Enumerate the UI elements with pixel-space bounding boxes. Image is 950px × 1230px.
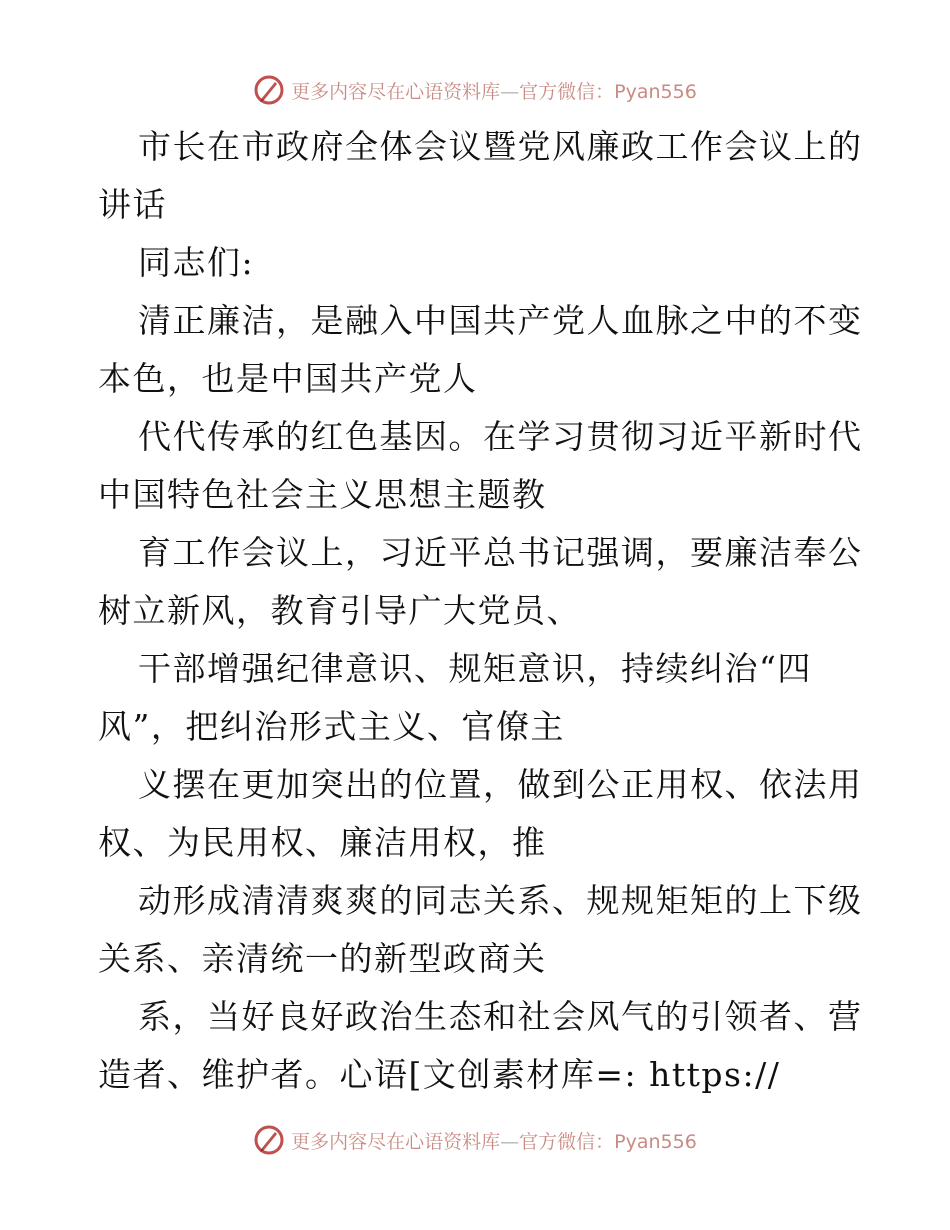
document-body	[98, 118, 863, 1104]
footer-banner	[0, 1120, 950, 1160]
header-banner	[0, 70, 950, 110]
document-line: 造者、维护者。心语[文创素材库=: https://	[98, 1055, 781, 1094]
document-line: 权、为民用权、廉洁用权，推	[98, 823, 547, 862]
banner-separator: —	[500, 80, 520, 103]
document-line: 市长在市政府全体会议暨党风廉政工作会议上的	[138, 127, 863, 166]
document-line: 育工作会议上，习近平总书记强调，要廉洁奉公	[138, 533, 863, 572]
document-line: 中国特色社会主义思想主题教	[98, 475, 547, 514]
banner-promo-text: 更多内容尽在心语资料库	[291, 1130, 501, 1153]
document-line: 清正廉洁，是融入中国共产党人血脉之中的不变	[138, 301, 863, 340]
document-line: 代代传承的红色基因。在学习贯彻习近平新时代	[138, 417, 863, 456]
document-line: 讲话	[98, 185, 167, 224]
document-line: 同志们:	[138, 243, 255, 282]
document-line: 义摆在更加突出的位置，做到公正用权、依法用	[138, 765, 863, 804]
banner-promo-text: 更多内容尽在心语资料库	[291, 80, 501, 103]
document-line: 动形成清清爽爽的同志关系、规规矩矩的上下级	[138, 881, 863, 920]
document-line: 树立新风，教育引导广大党员、	[98, 591, 581, 630]
document-line: 干部增强纪律意识、规矩意识，持续纠治“四	[138, 649, 812, 688]
banner-promo	[291, 77, 697, 104]
document-line: 风”，把纠治形式主义、官僚主	[98, 707, 565, 746]
quill-logo-icon	[253, 74, 285, 106]
document-line: 关系、亲清统一的新型政商关	[98, 939, 547, 978]
banner-promo	[291, 1127, 697, 1154]
banner-contact-label: 官方微信：Pyan556	[519, 1130, 697, 1153]
document-line: 系，当好良好政治生态和社会风气的引领者、营	[138, 997, 863, 1036]
banner-contact-label: 官方微信：Pyan556	[519, 80, 697, 103]
document-line: 本色，也是中国共产党人	[98, 359, 478, 398]
banner-separator: —	[500, 1130, 520, 1153]
quill-logo-icon	[253, 1124, 285, 1156]
